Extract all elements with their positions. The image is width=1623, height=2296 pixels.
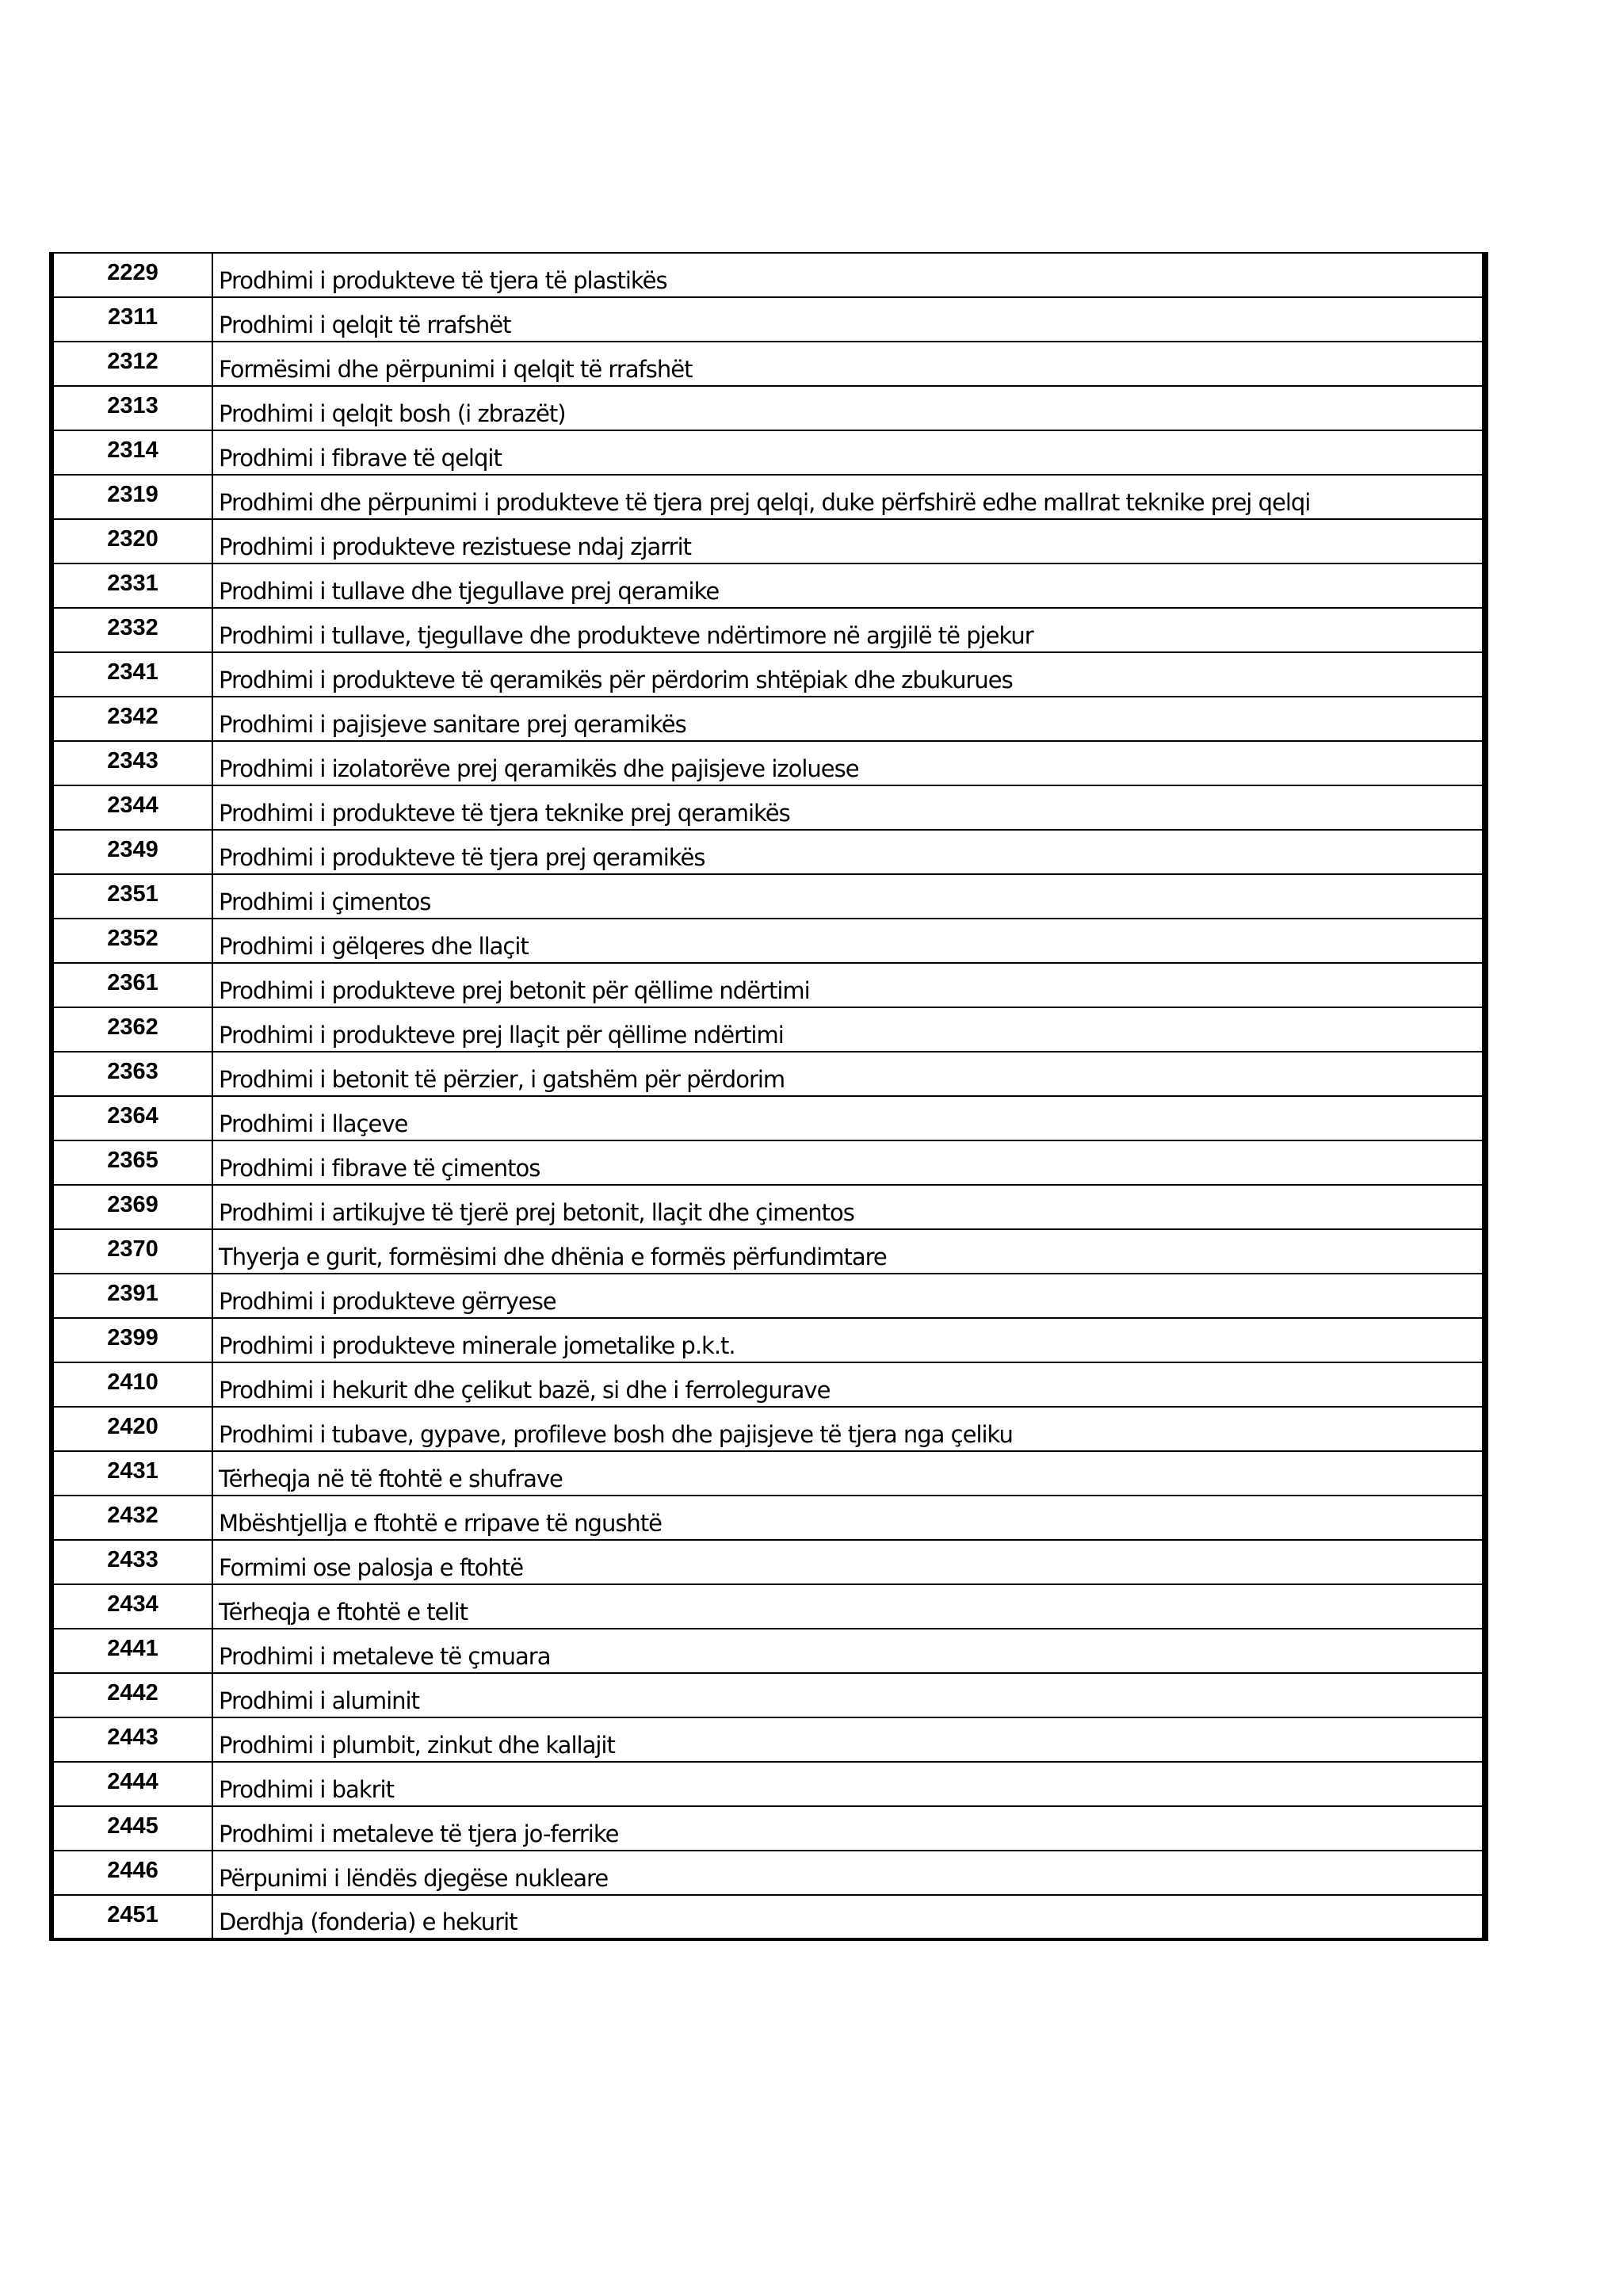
table-row: [52, 1717, 1485, 1762]
table-row: [52, 519, 1485, 563]
table-row: [52, 1451, 1485, 1496]
activity-description-cell: Formimi ose palosja e ftohtë: [212, 1540, 1485, 1584]
activity-code-cell: 2446: [52, 1851, 212, 1895]
table-row: [52, 1318, 1485, 1362]
table-body: [52, 253, 1485, 1939]
activity-description-cell: Thyerja e gurit, formësimi dhe dhënia e formës përfundimtare: [212, 1229, 1485, 1274]
activity-description-cell: Prodhimi i tullave dhe tjegullave prej qeramike: [212, 563, 1485, 608]
activity-code-cell: 2331: [52, 563, 212, 608]
activity-description-cell: Derdhja (fonderia) e hekurit: [212, 1895, 1485, 1939]
table-row: [52, 1274, 1485, 1318]
table-row: [52, 1362, 1485, 1407]
activity-code-cell: 2370: [52, 1229, 212, 1274]
table-row: [52, 253, 1485, 297]
activity-code-cell: 2349: [52, 830, 212, 874]
activity-code-cell: 2391: [52, 1274, 212, 1318]
table-row: [52, 963, 1485, 1007]
activity-code-cell: 2352: [52, 919, 212, 963]
activity-code-cell: 2434: [52, 1584, 212, 1629]
activity-description-cell: Prodhimi i qelqit bosh (i zbrazët): [212, 386, 1485, 430]
activity-code-cell: 2314: [52, 430, 212, 475]
activity-code-cell: 2431: [52, 1451, 212, 1496]
table-row: [52, 1762, 1485, 1806]
activity-code-cell: 2351: [52, 874, 212, 919]
table-row: [52, 1407, 1485, 1451]
table-row: [52, 1806, 1485, 1851]
activity-description-cell: Prodhimi i tubave, gypave, profileve bosh dhe pajisjeve të tjera nga çeliku: [212, 1407, 1485, 1451]
activity-description-cell: Prodhimi i produkteve prej llaçit për qëllime ndërtimi: [212, 1007, 1485, 1052]
table-row: [52, 1629, 1485, 1673]
activity-description-cell: Prodhimi i produkteve të tjera të plastikës: [212, 253, 1485, 297]
activity-description-cell: Prodhimi i produkteve të qeramikës për përdorim shtëpiak dhe zbukurues: [212, 652, 1485, 697]
activity-code-cell: 2343: [52, 741, 212, 785]
activity-code-cell: 2364: [52, 1096, 212, 1140]
activity-code-cell: 2433: [52, 1540, 212, 1584]
activity-description-cell: Prodhimi i produkteve të tjera prej qeramikës: [212, 830, 1485, 874]
table-row: [52, 830, 1485, 874]
activity-code-cell: 2362: [52, 1007, 212, 1052]
activity-code-cell: 2342: [52, 697, 212, 741]
table-row: [52, 652, 1485, 697]
activity-code-cell: 2410: [52, 1362, 212, 1407]
table-row: [52, 1895, 1485, 1939]
activity-description-cell: Prodhimi i metaleve të tjera jo-ferrike: [212, 1806, 1485, 1851]
activity-code-cell: 2444: [52, 1762, 212, 1806]
activity-description-cell: Prodhimi i betonit të përzier, i gatshëm për përdorim: [212, 1052, 1485, 1096]
activity-description-cell: Prodhimi i fibrave të qelqit: [212, 430, 1485, 475]
activity-description-cell: Prodhimi i artikujve të tjerë prej betonit, llaçit dhe çimentos: [212, 1185, 1485, 1229]
table-row: [52, 1673, 1485, 1717]
activity-code-cell: 2361: [52, 963, 212, 1007]
activity-description-cell: Tërheqja në të ftohtë e shufrave: [212, 1451, 1485, 1496]
activity-description-cell: Prodhimi i fibrave të çimentos: [212, 1140, 1485, 1185]
activity-description-cell: Prodhimi i llaçeve: [212, 1096, 1485, 1140]
activity-code-cell: 2363: [52, 1052, 212, 1096]
activity-code-cell: 2442: [52, 1673, 212, 1717]
activity-description-cell: Prodhimi i plumbit, zinkut dhe kallajit: [212, 1717, 1485, 1762]
activity-description-cell: Prodhimi i produkteve gërryese: [212, 1274, 1485, 1318]
activity-code-cell: 2441: [52, 1629, 212, 1673]
table-row: [52, 1496, 1485, 1540]
activity-code-cell: 2312: [52, 342, 212, 386]
table-row: [52, 1229, 1485, 1274]
table-row: [52, 741, 1485, 785]
table-row: [52, 874, 1485, 919]
activity-code-cell: 2420: [52, 1407, 212, 1451]
activity-description-cell: Prodhimi i pajisjeve sanitare prej qeramikës: [212, 697, 1485, 741]
activity-description-cell: Formësimi dhe përpunimi i qelqit të rrafshët: [212, 342, 1485, 386]
activity-description-cell: Prodhimi i gëlqeres dhe llaçit: [212, 919, 1485, 963]
table-row: [52, 1185, 1485, 1229]
table-row: [52, 1540, 1485, 1584]
table-row: [52, 919, 1485, 963]
activity-code-cell: 2320: [52, 519, 212, 563]
activity-description-cell: Prodhimi i çimentos: [212, 874, 1485, 919]
table-row: [52, 1096, 1485, 1140]
activity-code-cell: 2451: [52, 1895, 212, 1939]
activity-code-cell: 2432: [52, 1496, 212, 1540]
table-row: [52, 1007, 1485, 1052]
table-row: [52, 297, 1485, 342]
activity-description-cell: Prodhimi i aluminit: [212, 1673, 1485, 1717]
activity-description-cell: Tërheqja e ftohtë e telit: [212, 1584, 1485, 1629]
activity-description-cell: Prodhimi i izolatorëve prej qeramikës dhe pajisjeve izoluese: [212, 741, 1485, 785]
activity-description-cell: Prodhimi i qelqit të rrafshët: [212, 297, 1485, 342]
table-row: [52, 1140, 1485, 1185]
activity-description-cell: Prodhimi i bakrit: [212, 1762, 1485, 1806]
table-row: [52, 342, 1485, 386]
activity-code-cell: 2344: [52, 785, 212, 830]
table-row: [52, 563, 1485, 608]
activity-code-cell: 2229: [52, 253, 212, 297]
activity-code-cell: 2369: [52, 1185, 212, 1229]
activity-code-cell: 2445: [52, 1806, 212, 1851]
activity-description-cell: Prodhimi i produkteve të tjera teknike prej qeramikës: [212, 785, 1485, 830]
activity-description-cell: Prodhimi i produkteve rezistuese ndaj zjarrit: [212, 519, 1485, 563]
activity-code-cell: 2319: [52, 475, 212, 519]
activity-code-cell: 2443: [52, 1717, 212, 1762]
activity-description-cell: Prodhimi i tullave, tjegullave dhe produkteve ndërtimore në argjilë të pjekur: [212, 608, 1485, 652]
table-row: [52, 386, 1485, 430]
activity-code-cell: 2341: [52, 652, 212, 697]
table-row: [52, 475, 1485, 519]
table-row: [52, 608, 1485, 652]
activity-description-cell: Mbështjellja e ftohtë e rripave të ngushtë: [212, 1496, 1485, 1540]
table-row: [52, 1052, 1485, 1096]
activity-description-cell: Përpunimi i lëndës djegëse nukleare: [212, 1851, 1485, 1895]
activity-code-cell: 2399: [52, 1318, 212, 1362]
activity-description-cell: Prodhimi i hekurit dhe çelikut bazë, si dhe i ferrolegurave: [212, 1362, 1485, 1407]
activity-description-cell: Prodhimi i produkteve minerale jometalike p.k.t.: [212, 1318, 1485, 1362]
table-row: [52, 1584, 1485, 1629]
table-row: [52, 785, 1485, 830]
activity-description-cell: Prodhimi dhe përpunimi i produkteve të tjera prej qelqi, duke përfshirë edhe mallrat teknike prej qelqi: [212, 475, 1485, 519]
activity-code-cell: 2311: [52, 297, 212, 342]
table-row: [52, 430, 1485, 475]
activity-description-cell: Prodhimi i produkteve prej betonit për qëllime ndërtimi: [212, 963, 1485, 1007]
table-row: [52, 1851, 1485, 1895]
activity-code-cell: 2332: [52, 608, 212, 652]
activity-code-cell: 2313: [52, 386, 212, 430]
activity-code-table: [49, 252, 1488, 1941]
activity-code-cell: 2365: [52, 1140, 212, 1185]
table-row: [52, 697, 1485, 741]
activity-description-cell: Prodhimi i metaleve të çmuara: [212, 1629, 1485, 1673]
